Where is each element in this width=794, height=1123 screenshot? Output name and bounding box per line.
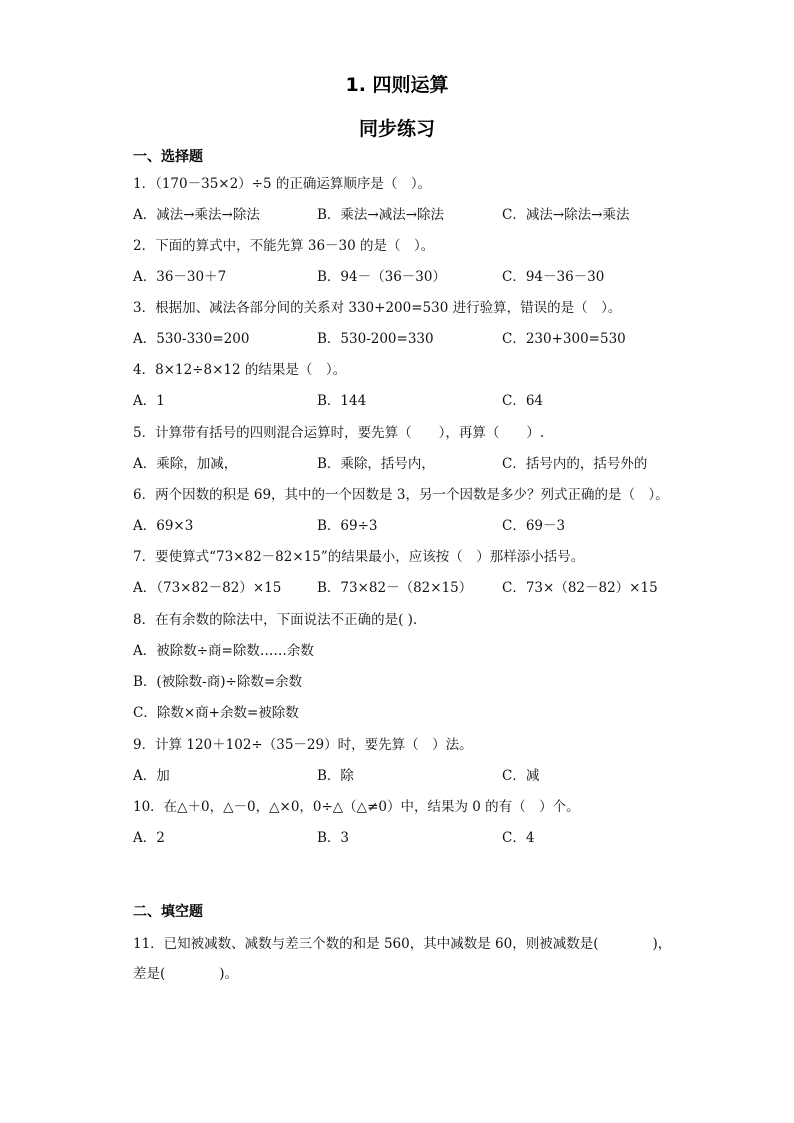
q4-option-b: B．144 [317,393,367,409]
question-11-line-1: 11．已知被减数、减数与差三个数的和是 560，其中减数是 60，则被减数是( )， [133,936,672,952]
question-9: 9．计算 120＋102÷（35－29）时，要先算（ ）法。 [133,737,473,753]
section-heading-choice: 一、选择题 [133,149,203,165]
q9-option-a: A．加 [133,768,170,784]
q1-option-c: C．减法→除法→乘法 [502,207,630,223]
q5-option-b: B．乘除，括号内， [317,456,435,472]
question-2: 2．下面的算式中，不能先算 36－30 的是（ ）。 [133,238,435,254]
page-subtitle: 同步练习 [358,118,435,140]
question-5: 5．计算带有括号的四则混合运算时，要先算（ ），再算（ ）. [133,425,545,441]
q6-option-b: B．69÷3 [317,518,378,534]
question-11-line-2: 差是( )。 [133,966,239,982]
question-6: 6．两个因数的积是 69，其中的一个因数是 3，另一个因数是多少？列式正确的是（ ）。 [133,487,669,503]
q8-option-c: C．除数×商+余数=被除数 [133,705,299,721]
question-1: 1．（170－35×2）÷5 的正确运算顺序是（ ）。 [133,176,432,192]
q2-option-a: A．36－30＋7 [133,269,227,285]
q10-option-b: B．3 [317,830,350,846]
q9-option-c: C．减 [502,768,540,784]
question-10: 10．在△＋0，△－0，△×0，0÷△（△≠0）中，结果为 0 的有（ ）个。 [133,799,580,815]
q2-option-c: C．94－36－30 [502,269,605,285]
section-heading-fill: 二、填空题 [133,904,203,920]
q3-option-b: B．530-200=330 [317,331,434,347]
q8-option-a: A．被除数÷商=除数……余数 [133,643,314,659]
q1-option-b: B．乘法→减法→除法 [317,207,445,223]
q3-option-a: A．530-330=200 [133,331,250,347]
question-4: 4．8×12÷8×12 的结果是（ ）。 [133,362,347,378]
page-title: 1. 四则运算 [345,74,449,96]
q10-option-a: A．2 [133,830,165,846]
question-3: 3．根据加、减法各部分间的关系对 330+200=530 进行验算，错误的是（ ）。 [133,300,622,316]
q4-option-c: C．64 [502,393,544,409]
question-8: 8．在有余数的除法中，下面说法不正确的是( ). [133,612,418,628]
q3-option-c: C．230+300=530 [502,331,626,347]
q1-option-a: A．减法→乘法→除法 [133,207,260,223]
q8-option-b: B．(被除数-商)÷除数=余数 [133,674,303,690]
q7-option-c: C．73×（82－82）×15 [502,580,658,596]
question-7: 7．要使算式“73×82－82×15”的结果最小，应该按（ ）那样添小括号。 [133,549,585,565]
q4-option-a: A．1 [133,393,165,409]
q9-option-b: B．除 [317,768,354,784]
q7-option-a: A．（73×82－82）×15 [133,580,282,596]
q6-option-a: A．69×3 [133,518,194,534]
q6-option-c: C．69－3 [502,518,566,534]
q5-option-a: A．乘除，加减， [133,456,238,472]
q10-option-c: C．4 [502,830,535,846]
q5-option-c: C．括号内的，括号外的 [502,456,648,472]
q2-option-b: B．94－（36－30） [317,269,446,285]
q7-option-b: B．73×82－（82×15） [317,580,473,596]
